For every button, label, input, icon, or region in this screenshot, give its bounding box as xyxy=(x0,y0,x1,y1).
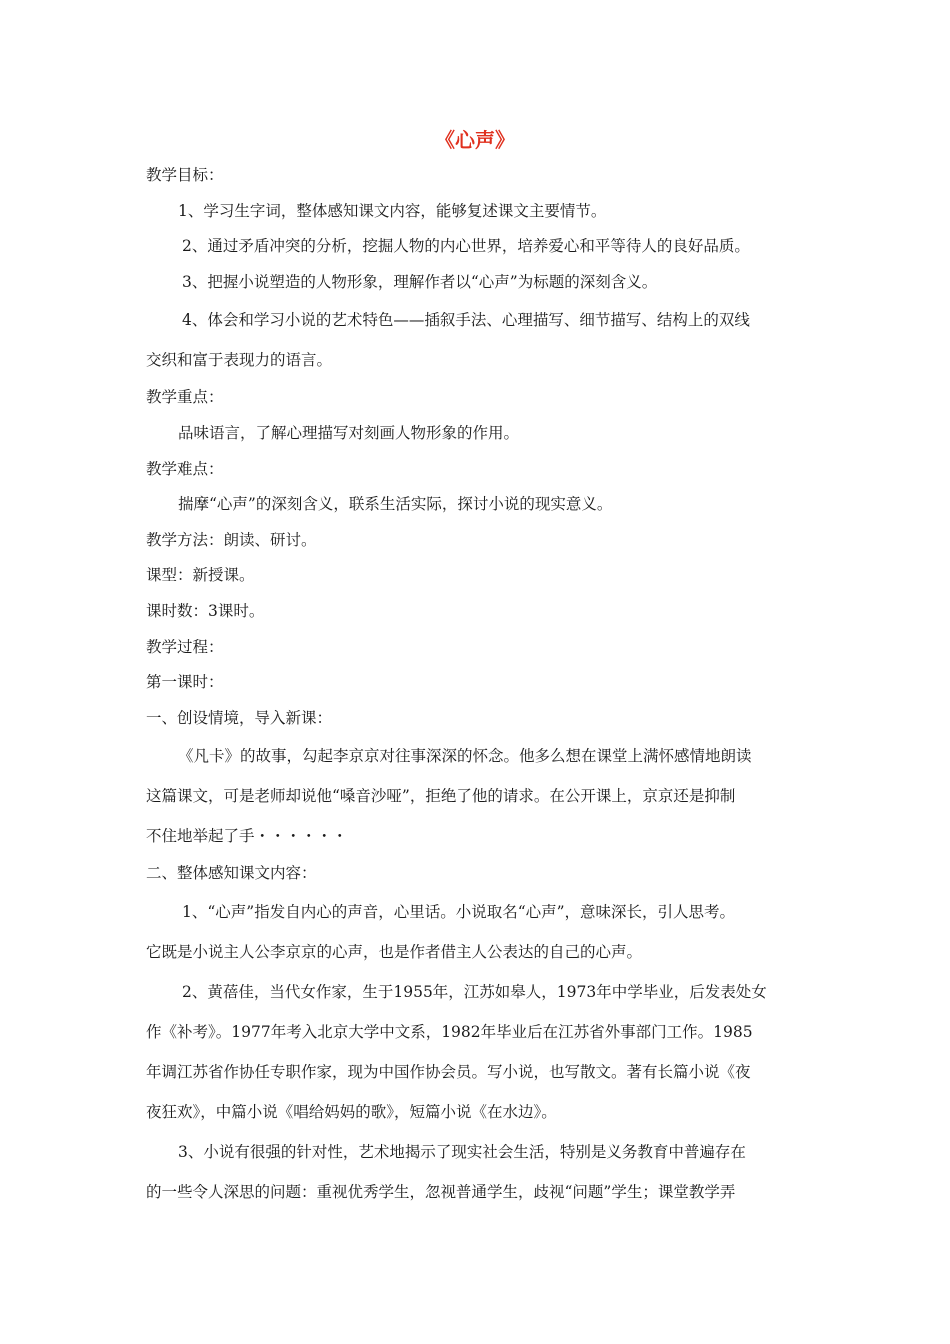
document-title: 《心声》 xyxy=(435,128,515,152)
text-line: 交织和富于表现力的语言。 xyxy=(146,351,333,370)
text-line: 一、创设情境，导入新课： xyxy=(146,708,333,727)
text-line: 2、黄蓓佳，当代女作家，生于1955年，江苏如皋人，1973年中学毕业，后发表处女 xyxy=(182,982,767,1001)
text-line: 教学重点： xyxy=(146,388,224,407)
text-line: 它既是小说主人公李京京的心声，也是作者借主人公表达的自己的心声。 xyxy=(146,942,643,961)
text-line: 教学方法：朗读、研讨。 xyxy=(146,530,317,549)
text-line: 揣摩“心声”的深刻含义，联系生活实际，探讨小说的现实意义。 xyxy=(178,495,613,514)
text-line: 4、体会和学习小说的艺术特色——插叙手法、心理描写、细节描写、结构上的双线 xyxy=(182,311,750,330)
text-line: 3、小说有很强的针对性，艺术地揭示了现实社会生活，特别是义务教育中普遍存在 xyxy=(178,1142,746,1161)
text-line: 1、学习生字词，整体感知课文内容，能够复述课文主要情节。 xyxy=(178,201,607,220)
text-line: 2、通过矛盾冲突的分析，挖掘人物的内心世界，培养爱心和平等待人的良好品质。 xyxy=(182,237,750,256)
text-line: 《凡卡》的故事，勾起李京京对往事深深的怀念。他多么想在课堂上满怀感情地朗读 xyxy=(178,747,752,766)
text-line: 教学难点： xyxy=(146,459,224,478)
text-line: 3、把握小说塑造的人物形象，理解作者以“心声”为标题的深刻含义。 xyxy=(182,272,658,291)
text-line: 品味语言，了解心理描写对刻画人物形象的作用。 xyxy=(178,423,520,442)
text-line: 这篇课文，可是老师却说他“嗓音沙哑”，拒绝了他的请求。在公开课上，京京还是抑制 xyxy=(146,787,736,806)
text-line: 教学目标： xyxy=(146,166,224,184)
text-line: 教学过程： xyxy=(146,637,224,656)
text-line: 二、整体感知课文内容： xyxy=(146,864,317,883)
text-line: 第一课时： xyxy=(146,673,224,692)
text-line: 夜狂欢》，中篇小说《唱给妈妈的歌》，短篇小说《在水边》。 xyxy=(146,1102,557,1121)
text-line: 课型：新授课。 xyxy=(146,566,255,585)
text-line: 年调江苏省作协任专职作家，现为中国作协会员。写小说，也写散文。著有长篇小说《夜 xyxy=(146,1062,751,1081)
text-line: 作《补考》。1977年考入北京大学中文系，1982年毕业后在江苏省外事部门工作。1985 xyxy=(146,1022,753,1041)
text-line: 的一些令人深思的问题：重视优秀学生，忽视普通学生，歧视“问题”学生；课堂教学弄 xyxy=(146,1182,736,1201)
text-line: 课时数：3课时。 xyxy=(146,601,265,620)
text-line: 1、“心声”指发自内心的声音，心里话。小说取名“心声”，意味深长，引人思考。 xyxy=(182,902,736,921)
text-line: 不住地举起了手・・・・・・ xyxy=(146,827,348,846)
document-body xyxy=(146,158,826,1212)
